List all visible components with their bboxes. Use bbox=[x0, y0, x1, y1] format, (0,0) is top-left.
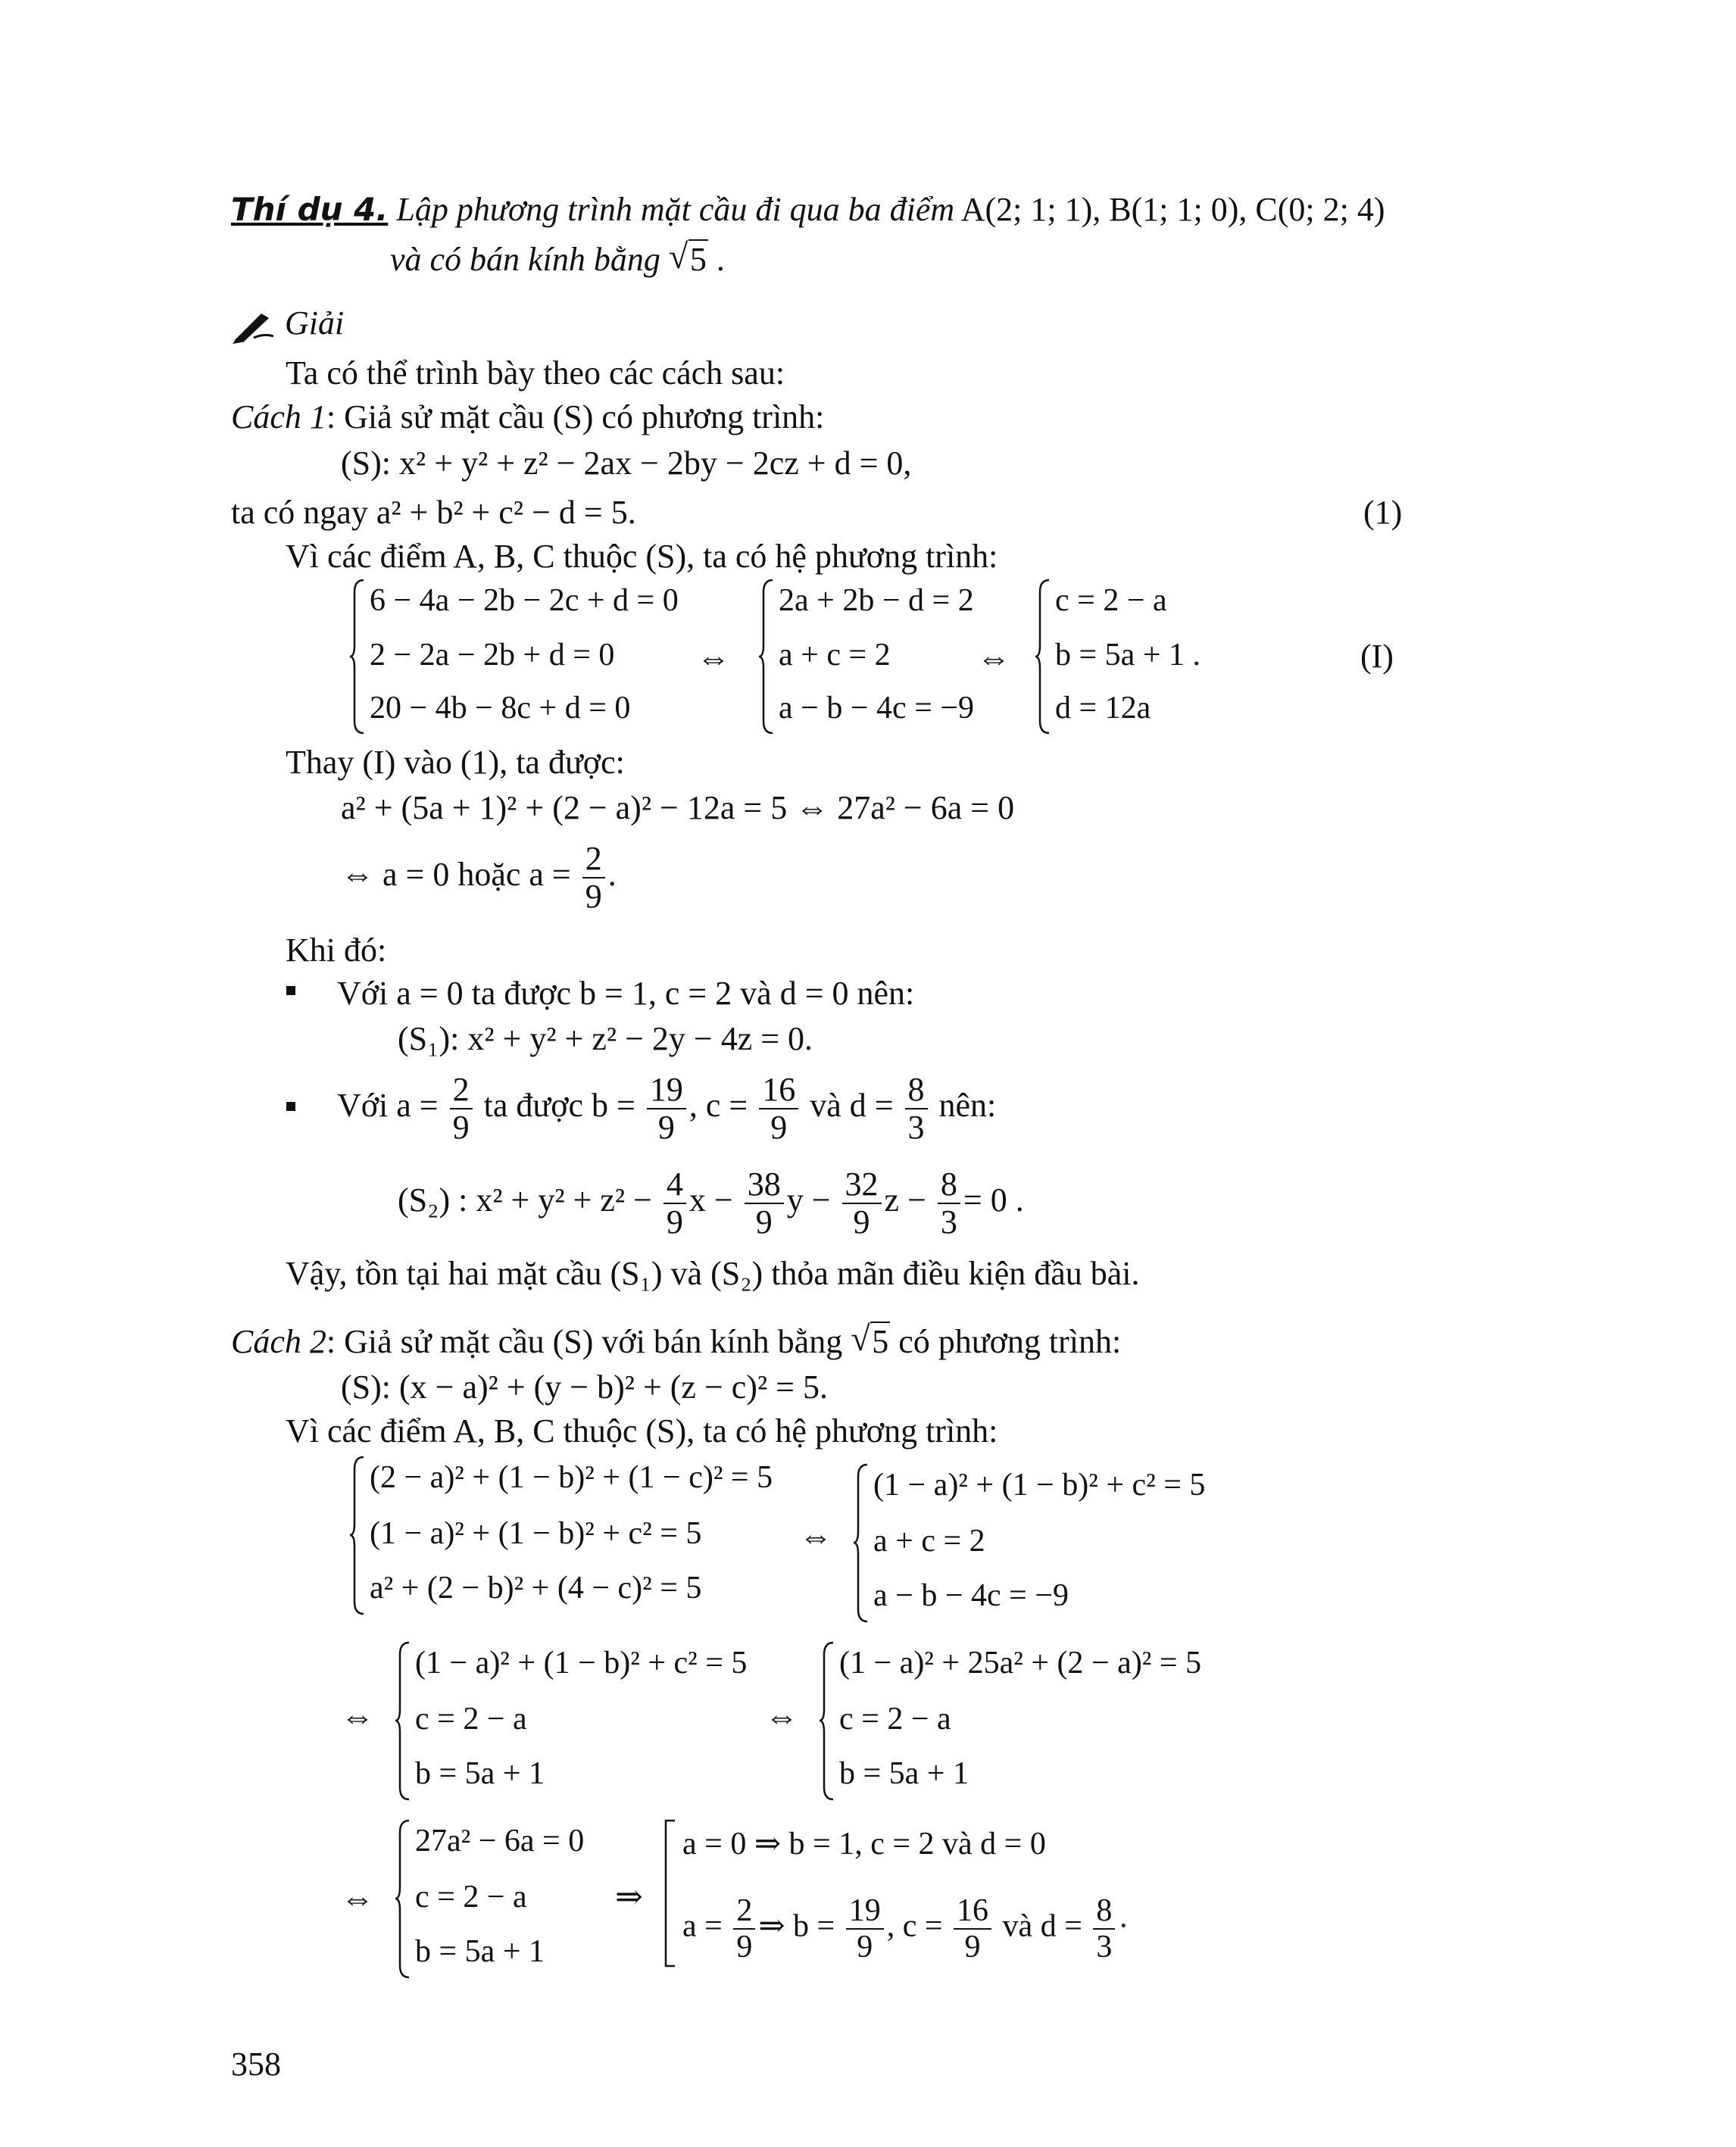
statement-points: A(2; 1; 1), B(1; 1; 0), C(0; 2; 4) bbox=[960, 191, 1385, 228]
system-C-eq-1: (1 − a)² + (1 − b)² + c² = 5 bbox=[415, 1646, 748, 1680]
equation-tag-I: (I) bbox=[1360, 638, 1394, 675]
page-number: 358 bbox=[231, 2046, 281, 2083]
denominator: 9 bbox=[657, 1109, 675, 1146]
result-cases bbox=[663, 1818, 1238, 1969]
case-2-text-c: , c = bbox=[688, 1087, 748, 1125]
method2-line1: : Giả sử mặt cầu (S) với bán kính bằng bbox=[326, 1323, 843, 1360]
system-E bbox=[394, 1818, 636, 1980]
fraction-8-3 bbox=[905, 1072, 928, 1146]
left-brace-icon bbox=[757, 577, 777, 736]
example-label: Thí dụ 4. bbox=[231, 191, 389, 228]
fraction-4-9 bbox=[663, 1166, 686, 1240]
numerator: 4 bbox=[663, 1166, 686, 1204]
solution-intro: Ta có thể trình bày theo các cách sau: bbox=[286, 354, 785, 392]
fraction-19-9 bbox=[846, 1893, 884, 1964]
method1-line1: : Giả sử mặt cầu (S) có phương trình: bbox=[326, 398, 825, 435]
statement-radius-text: và có bán kính bằng bbox=[390, 241, 660, 278]
method2-equation-S: (S): (x − a)² + (y − b)² + (z − c)² = 5. bbox=[341, 1368, 828, 1406]
left-brace-icon bbox=[1034, 577, 1054, 736]
equivalence-symbol: ⇔ bbox=[697, 639, 730, 676]
numerator: 32 bbox=[842, 1166, 882, 1204]
S2-y: y − bbox=[786, 1181, 831, 1219]
method1-intro bbox=[231, 397, 824, 438]
system-2 bbox=[757, 577, 985, 736]
denominator: 9 bbox=[853, 1203, 870, 1240]
res2-d: và d = bbox=[1002, 1908, 1082, 1944]
equivalence-symbol: ⇔ bbox=[799, 1518, 832, 1555]
denominator: 9 bbox=[755, 1203, 773, 1240]
example-statement bbox=[231, 189, 1385, 230]
system-E-eq-3: b = 5a + 1 bbox=[415, 1934, 545, 1969]
solution-header bbox=[231, 303, 344, 345]
system-3-eq-1: c = 2 − a bbox=[1055, 583, 1167, 618]
system-A bbox=[348, 1454, 818, 1617]
left-bracket-icon bbox=[663, 1818, 678, 1969]
method2-label: Cách 2 bbox=[231, 1323, 326, 1360]
method1-points-line: Vì các điểm A, B, C thuộc (S), ta có hệ phương trình: bbox=[286, 538, 998, 575]
denominator: 9 bbox=[964, 1930, 981, 1964]
left-brace-icon bbox=[394, 1640, 414, 1802]
denominator: 9 bbox=[770, 1109, 788, 1146]
left-brace-icon bbox=[348, 577, 368, 736]
left-brace-icon bbox=[394, 1818, 414, 1980]
method2-points-line: Vì các điểm A, B, C thuộc (S), ta có hệ phương trình: bbox=[286, 1412, 998, 1450]
when-line: Khi đó: bbox=[286, 932, 387, 969]
system-2-eq-2: a + c = 2 bbox=[779, 638, 891, 672]
res2-a: a = bbox=[682, 1908, 723, 1944]
system-1-eq-2: 2 − 2a − 2b + d = 0 bbox=[370, 638, 615, 672]
S2-z: z − bbox=[884, 1181, 926, 1219]
substitution-line: Thay (I) vào (1), ta được: bbox=[286, 744, 625, 781]
system-C-eq-2: c = 2 − a bbox=[415, 1702, 527, 1737]
system-3-eq-3: d = 12a bbox=[1055, 691, 1151, 726]
numerator: 38 bbox=[745, 1166, 784, 1204]
numerator: 16 bbox=[954, 1893, 991, 1930]
radius-value: 5 bbox=[872, 1323, 889, 1360]
case-2-text-a: Với a = bbox=[337, 1087, 439, 1125]
system-A-eq-2: (1 − a)² + (1 − b)² + c² = 5 bbox=[370, 1516, 702, 1551]
fraction-38-9 bbox=[745, 1166, 784, 1240]
method2-intro bbox=[231, 1322, 1121, 1362]
system-D-eq-1: (1 − a)² + 25a² + (2 − a)² = 5 bbox=[839, 1646, 1202, 1680]
denominator: 9 bbox=[452, 1109, 470, 1146]
system-1-eq-1: 6 − 4a − 2b − 2c + d = 0 bbox=[370, 583, 679, 618]
solution-a: ⇔ a = 0 hoặc a = $\frac{2}{9}$ . bbox=[341, 840, 617, 915]
system-C-eq-3: b = 5a + 1 bbox=[415, 1756, 545, 1791]
fraction-8-3 bbox=[938, 1166, 960, 1240]
system-B-eq-1: (1 − a)² + (1 − b)² + c² = 5 bbox=[873, 1468, 1206, 1503]
case-2-text-e: nên: bbox=[938, 1087, 997, 1125]
system-3-eq-2: b = 5a + 1 . bbox=[1055, 638, 1201, 672]
sqrt-symbol bbox=[851, 1322, 890, 1362]
system-E-eq-1: 27a² − 6a = 0 bbox=[415, 1824, 585, 1858]
denominator: 9 bbox=[585, 878, 602, 915]
system-B bbox=[852, 1462, 1322, 1624]
S2-prefix: (S₂) : x² + y² + z² − bbox=[398, 1181, 652, 1219]
S2-x: x − bbox=[688, 1181, 733, 1219]
equivalence-symbol: ⇔ bbox=[977, 639, 1010, 676]
statement-text: Lập phương trình mặt cầu đi qua ba điểm bbox=[396, 191, 955, 228]
substituted-equation: a² + (5a + 1)² + (2 − a)² − 12a = 5 ⇔ 27a² − 6a = 0 bbox=[341, 789, 1015, 826]
case-1: Với a = 0 ta được b = 1, c = 2 và d = 0 nên: bbox=[337, 975, 915, 1012]
system-B-eq-2: a + c = 2 bbox=[873, 1524, 985, 1559]
sphere-S2-equation bbox=[398, 1166, 1024, 1240]
numerator: 19 bbox=[647, 1072, 686, 1109]
equivalence-symbol: ⇔ bbox=[341, 1698, 374, 1735]
bullet-icon bbox=[286, 986, 295, 995]
method2-line1-end: có phương trình: bbox=[898, 1323, 1122, 1360]
equivalence-symbol: ⇔ bbox=[341, 1880, 374, 1917]
denominator: 9 bbox=[666, 1203, 683, 1240]
system-D-eq-2: c = 2 − a bbox=[839, 1702, 951, 1737]
case-2-text-b: ta được b = bbox=[483, 1087, 635, 1125]
result-case-2 bbox=[682, 1893, 1129, 1964]
system-A-eq-1: (2 − a)² + (1 − b)² + (1 − c)² = 5 bbox=[370, 1460, 773, 1495]
sphere-S1-equation: (S₁): x² + y² + z² − 2y − 4z = 0. bbox=[398, 1020, 813, 1057]
denominator: 9 bbox=[857, 1930, 873, 1964]
fraction-19-9 bbox=[647, 1072, 686, 1146]
left-brace-icon bbox=[852, 1462, 872, 1624]
pen-writing-icon bbox=[231, 307, 276, 345]
statement-line-2: và có bán kính bằng √ 5 . bbox=[390, 239, 725, 280]
S2-end: = 0 . bbox=[963, 1181, 1024, 1219]
res2-b: ⇒ b = bbox=[758, 1908, 835, 1944]
method1-label: Cách 1 bbox=[231, 398, 326, 435]
case-2-text-d: và d = bbox=[810, 1087, 894, 1125]
equation-tag-1: (1) bbox=[1363, 494, 1403, 531]
method1-equation-S: (S): x² + y² + z² − 2ax − 2by − 2cz + d = 0, bbox=[341, 445, 912, 482]
fraction-2-9 bbox=[582, 841, 605, 915]
solution-label: Giải bbox=[285, 304, 345, 342]
numerator: 19 bbox=[846, 1893, 884, 1930]
numerator: 16 bbox=[759, 1072, 798, 1109]
fraction-16-9 bbox=[954, 1893, 991, 1964]
result-case-1: a = 0 ⇒ b = 1, c = 2 và d = 0 bbox=[682, 1827, 1046, 1861]
equivalence-symbol: ⇔ bbox=[765, 1698, 798, 1735]
numerator: 8 bbox=[938, 1166, 960, 1204]
system-3 bbox=[1034, 577, 1261, 736]
radius-value: 5 bbox=[689, 241, 707, 278]
left-brace-icon bbox=[348, 1454, 368, 1617]
system-D bbox=[818, 1640, 1242, 1802]
implies-symbol: ⇒ bbox=[615, 1878, 643, 1915]
numerator: 8 bbox=[1093, 1893, 1115, 1930]
res2-e: · bbox=[1118, 1908, 1129, 1944]
fraction-32-9 bbox=[842, 1166, 882, 1240]
denominator: 3 bbox=[940, 1203, 957, 1240]
system-1-eq-3: 20 − 4b − 8c + d = 0 bbox=[370, 691, 631, 726]
system-A-eq-3: a² + (2 − b)² + (4 − c)² = 5 bbox=[370, 1571, 702, 1606]
denominator: 9 bbox=[736, 1930, 753, 1964]
fraction-16-9 bbox=[759, 1072, 798, 1146]
case-2 bbox=[337, 1072, 996, 1146]
solution-a-text: ⇔ a = 0 hoặc a = bbox=[341, 856, 571, 894]
system-1 bbox=[348, 577, 712, 736]
system-D-eq-3: b = 5a + 1 bbox=[839, 1756, 969, 1791]
numerator: 8 bbox=[905, 1072, 928, 1109]
bullet-icon bbox=[286, 1102, 295, 1111]
numerator: 2 bbox=[582, 841, 605, 878]
fraction-2-9 bbox=[450, 1072, 473, 1146]
res2-c: , c = bbox=[886, 1908, 943, 1944]
numerator: 2 bbox=[450, 1072, 473, 1109]
denominator: 3 bbox=[1096, 1930, 1113, 1964]
sqrt-symbol bbox=[669, 239, 708, 280]
fraction-8-3 bbox=[1093, 1893, 1115, 1964]
left-brace-icon bbox=[818, 1640, 838, 1802]
denominator: 3 bbox=[907, 1109, 925, 1146]
system-2-eq-3: a − b − 4c = −9 bbox=[779, 691, 975, 726]
numerator: 2 bbox=[733, 1893, 755, 1930]
system-2-eq-1: 2a + 2b − d = 2 bbox=[779, 583, 974, 618]
fraction-2-9 bbox=[733, 1893, 755, 1964]
method1-conclusion: Vậy, tồn tại hai mặt cầu (S₁) và (S₂) thỏa mãn điều kiện đầu bài. bbox=[286, 1255, 1140, 1292]
system-C bbox=[394, 1640, 788, 1802]
system-E-eq-2: c = 2 − a bbox=[415, 1880, 527, 1915]
method1-condition: ta có ngay a² + b² + c² − d = 5. bbox=[231, 494, 636, 531]
system-B-eq-3: a − b − 4c = −9 bbox=[873, 1578, 1069, 1613]
